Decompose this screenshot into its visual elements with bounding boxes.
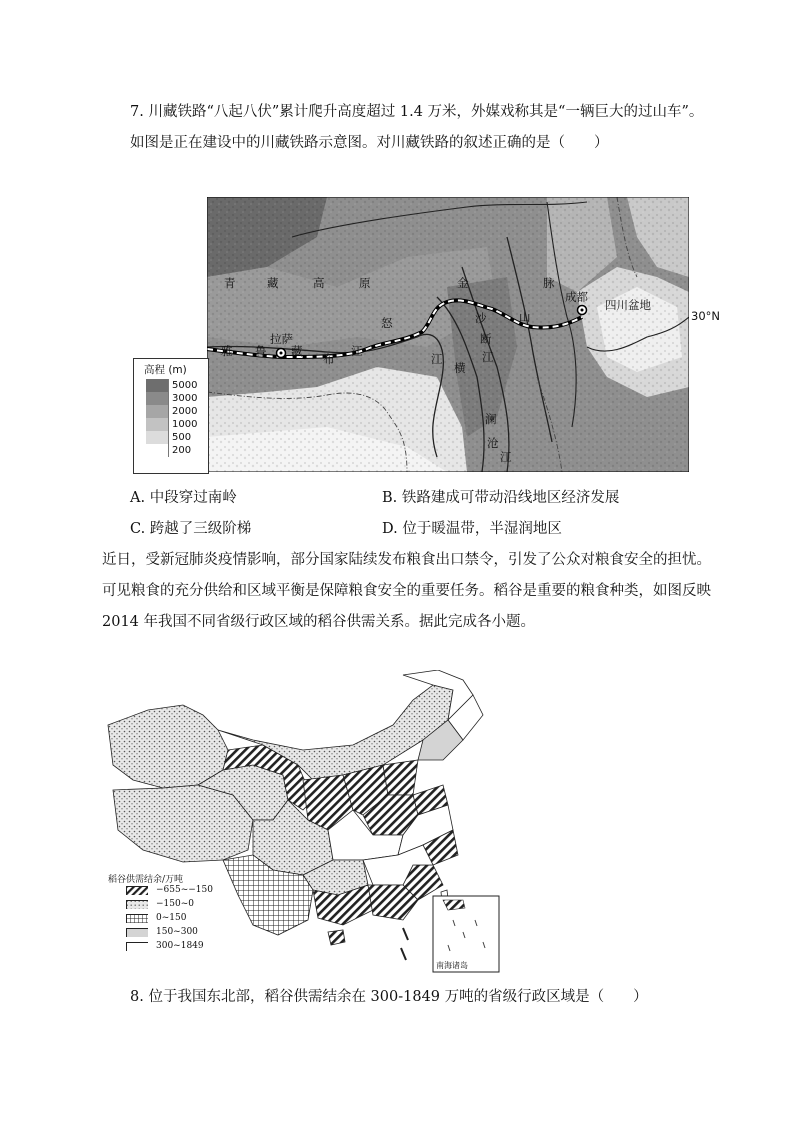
label-sha: 沙	[475, 311, 487, 325]
legend-label: 300~1849	[156, 941, 204, 951]
label-zang2: 藏	[291, 344, 303, 358]
inset-label: 南海诸岛	[436, 961, 468, 970]
label-cang: 沧	[487, 436, 499, 450]
label-sichuan-basin: 四川盆地	[605, 298, 651, 312]
label-jiang4: 江	[500, 450, 512, 464]
legend-label: 2000	[172, 406, 198, 417]
legend-label: 5000	[172, 380, 198, 391]
legend-label: 200	[172, 445, 192, 456]
elevation-legend-title: 高程 (m)	[144, 364, 187, 376]
elevation-legend	[133, 358, 209, 474]
label-lasa: 拉萨	[270, 332, 293, 346]
legend-label: −150~0	[156, 899, 194, 909]
intro-line1: 近日，受新冠肺炎疫情影响，部分国家陆续发布粮食出口禁令，引发了公众对粮食安全的担忧。	[102, 552, 711, 568]
intro-line2: 可见粮食的充分供给和区域平衡是保障粮食安全的重要任务。稻谷是重要的粮食种类，如图反映	[102, 583, 711, 599]
sichuan-tibet-railway-map	[207, 197, 720, 472]
legend-label: 500	[172, 432, 192, 443]
legend-label: −655~−150	[156, 885, 213, 895]
legend-row	[146, 405, 204, 418]
q7-option-a: A. 中段穿过南岭	[130, 490, 237, 506]
label-ya: 雅	[221, 344, 233, 358]
legend-row	[126, 900, 226, 911]
label-duan: 断	[480, 332, 492, 346]
label-chengdu: 成都	[565, 290, 588, 304]
legend-row	[146, 418, 204, 431]
label-heng: 横	[454, 361, 466, 375]
label-jiang3: 江	[482, 350, 494, 364]
legend-row	[126, 886, 226, 897]
label-bu: 布	[323, 352, 335, 366]
legend-label: 3000	[172, 393, 198, 404]
legend-row	[146, 379, 204, 392]
q7-stem-line1: 7. 川藏铁路“八起八伏”累计爬升高度超过 1.4 万米，外媒戏称其是“一辆巨大的过山车”。	[130, 104, 704, 120]
intro-line3: 2014 年我国不同省级行政区域的稻谷供需关系。据此完成各小题。	[102, 614, 536, 630]
legend-row	[146, 392, 204, 405]
legend-row	[126, 914, 226, 925]
legend-label: 0~150	[156, 913, 187, 923]
label-yuan: 原	[359, 276, 371, 290]
label-shan: 山	[519, 310, 531, 324]
label-jiang2: 江	[431, 352, 443, 366]
label-jin: 金	[457, 276, 469, 290]
label-gao: 高	[313, 276, 325, 290]
legend-row	[126, 942, 226, 953]
legend-row	[126, 928, 226, 939]
q8-stem: 8. 位于我国东北部，稻谷供需结余在 300-1849 万吨的省级行政区域是（ ）	[130, 989, 648, 1005]
label-lan: 澜	[485, 412, 497, 426]
label-lu: 鲁	[255, 344, 267, 358]
q7-option-b: B. 铁路建成可带动沿线地区经济发展	[382, 490, 620, 506]
legend-row	[146, 444, 204, 457]
label-qing: 青	[224, 276, 236, 290]
legend-label: 150~300	[156, 927, 198, 937]
q7-stem-line2: 如图是正在建设中的川藏铁路示意图。对川藏铁路的叙述正确的是（ ）	[130, 135, 609, 151]
q7-option-d: D. 位于暖温带，半湿润地区	[382, 521, 562, 537]
q7-option-c: C. 跨越了三级阶梯	[130, 521, 252, 537]
legend-row	[146, 431, 204, 444]
legend-label: 1000	[172, 419, 198, 430]
label-mai: 脉	[543, 276, 555, 290]
label-zang: 藏	[267, 276, 279, 290]
label-30n: 30°N	[691, 309, 720, 323]
rice-legend-title: 稻谷供需结余/万吨	[108, 875, 184, 885]
label-jiang1: 江	[351, 344, 363, 358]
label-nu: 怒	[381, 316, 393, 330]
